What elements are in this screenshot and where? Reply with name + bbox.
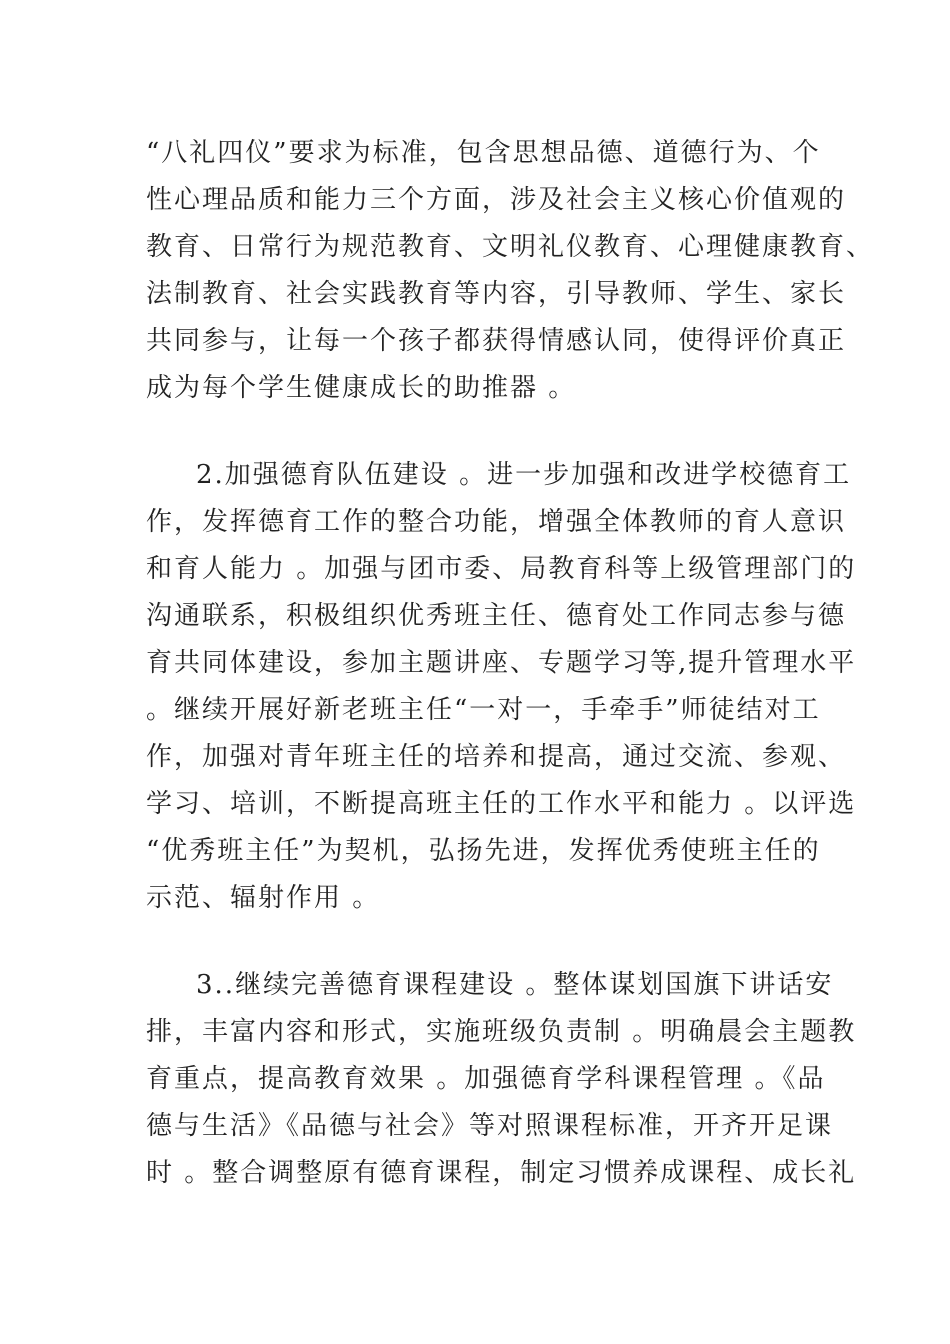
text-line: 育共同体建设，参加主题讲座、专题学习等,提升管理水平 xyxy=(146,648,857,678)
text-line: 学习、培训，不断提高班主任的工作水平和能力 。以评选 xyxy=(146,789,857,819)
text-line: 3..继续完善德育课程建设 。整体谋划国旗下讲话安 xyxy=(196,970,834,1000)
text-line: 。继续开展好新老班主任“一对一，手牵手”师徒结对工 xyxy=(146,695,821,725)
text-line: 示范、辐射作用 。 xyxy=(146,883,381,913)
text-line: 共同参与，让每一个孩子都获得情感认同，使得评价真正 xyxy=(146,326,847,356)
text-line: “八礼四仪”要求为标准，包含思想品德、道德行为、个 xyxy=(146,138,821,168)
text-line: 排，丰富内容和形式，实施班级负责制 。明确晨会主题教 xyxy=(146,1017,857,1047)
text-line: 育重点，提高教育效果 。加强德育学科课程管理 。《品 xyxy=(146,1064,826,1094)
text-line: 成为每个学生健康成长的助推器 。 xyxy=(146,373,577,403)
text-line: 和育人能力 。加强与团市委、局教育科等上级管理部门的 xyxy=(146,554,857,584)
text-line: 性心理品质和能力三个方面，涉及社会主义核心价值观的 xyxy=(146,185,847,215)
text-line: 沟通联系，积极组织优秀班主任、德育处工作同志参与德 xyxy=(146,601,847,631)
text-line: 德与生活》《品德与社会》等对照课程标准，开齐开足课 xyxy=(146,1111,834,1141)
text-line: 教育、日常行为规范教育、文明礼仪教育、心理健康教育、 xyxy=(146,232,875,262)
text-line: 作，加强对青年班主任的培养和提高，通过交流、参观、 xyxy=(146,742,847,772)
text-line: 法制教育、社会实践教育等内容，引导教师、学生、家长 xyxy=(146,279,847,309)
paragraph-2 xyxy=(146,452,857,922)
text-line: 2.加强德育队伍建设 。进一步加强和改进学校德育工 xyxy=(196,460,852,490)
paragraph-3 xyxy=(146,962,857,1197)
text-line: “优秀班主任”为契机，弘扬先进，发挥优秀使班主任的 xyxy=(146,836,821,866)
paragraph-1 xyxy=(146,130,875,412)
text-line: 时 。整合调整原有德育课程，制定习惯养成课程、成长礼 xyxy=(146,1158,857,1188)
text-line: 作，发挥德育工作的整合功能，增强全体教师的育人意识 xyxy=(146,507,847,537)
